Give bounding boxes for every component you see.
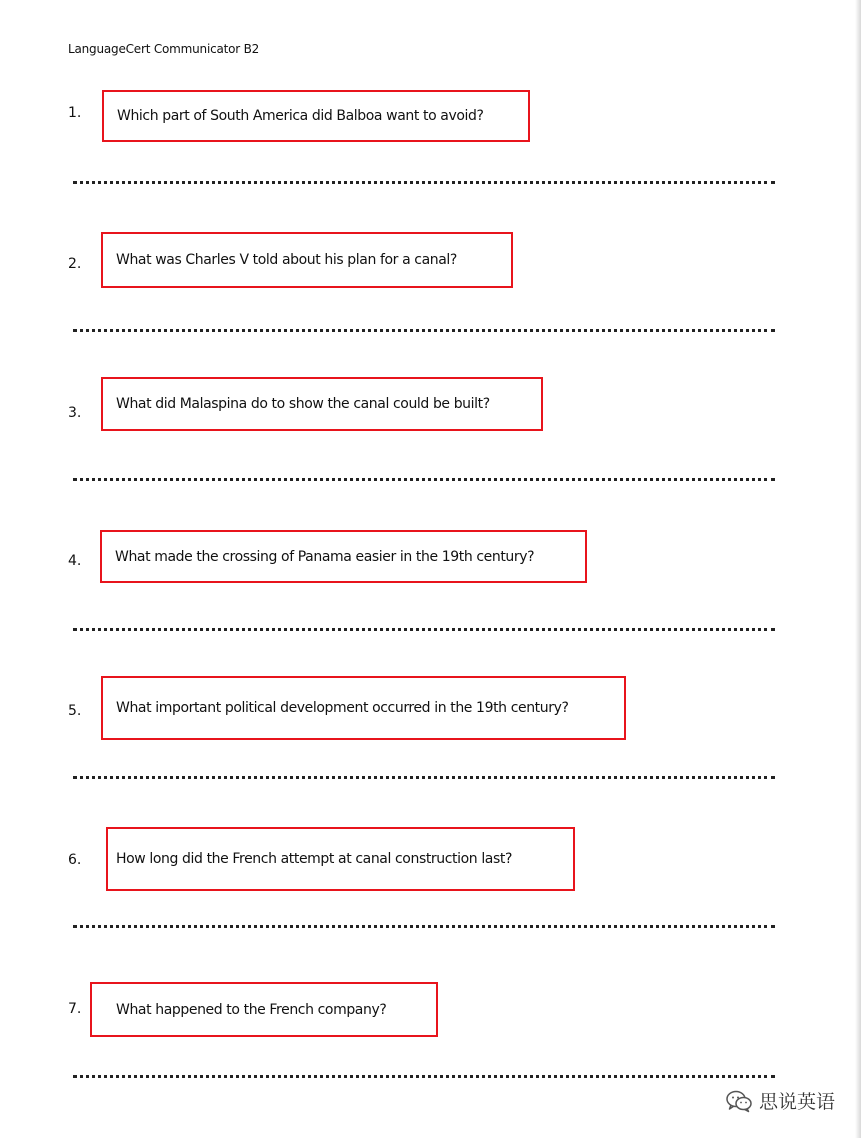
question-number: 2. (68, 256, 82, 272)
document-header: LanguageCert Communicator B2 (68, 42, 260, 56)
question-number: 7. (68, 1001, 82, 1017)
wechat-icon (725, 1089, 753, 1113)
question-box (90, 982, 438, 1037)
question-box (101, 232, 513, 288)
question-text: How long did the French attempt at canal construction last? (116, 851, 513, 867)
question-text: What did Malaspina do to show the canal could be built? (116, 396, 490, 412)
answer-line[interactable] (73, 181, 775, 184)
question-number: 6. (68, 852, 82, 868)
answer-line[interactable] (73, 925, 775, 928)
answer-line[interactable] (73, 628, 775, 631)
question-text: Which part of South America did Balboa want to avoid? (117, 108, 484, 124)
answer-line[interactable] (73, 776, 775, 779)
question-text: What made the crossing of Panama easier in the 19th century? (115, 548, 535, 565)
question-text: What important political development occurred in the 19th century? (116, 700, 569, 716)
watermark (725, 1087, 835, 1114)
watermark-text: 思说英语 (758, 1091, 835, 1113)
question-number: 5. (68, 703, 82, 719)
question-text: What happened to the French company? (116, 1001, 387, 1018)
question-number: 1. (68, 105, 82, 121)
question-box (101, 676, 626, 740)
question-number: 3. (68, 405, 82, 421)
question-box (100, 530, 587, 583)
question-box (102, 90, 530, 142)
question-box (106, 827, 575, 891)
question-box (101, 377, 543, 431)
question-text: What was Charles V told about his plan for a canal? (116, 252, 457, 268)
answer-line[interactable] (73, 478, 775, 481)
page-edge-shadow (855, 0, 861, 1138)
answer-line[interactable] (73, 329, 775, 332)
answer-line[interactable] (73, 1075, 775, 1078)
question-number: 4. (68, 553, 82, 569)
